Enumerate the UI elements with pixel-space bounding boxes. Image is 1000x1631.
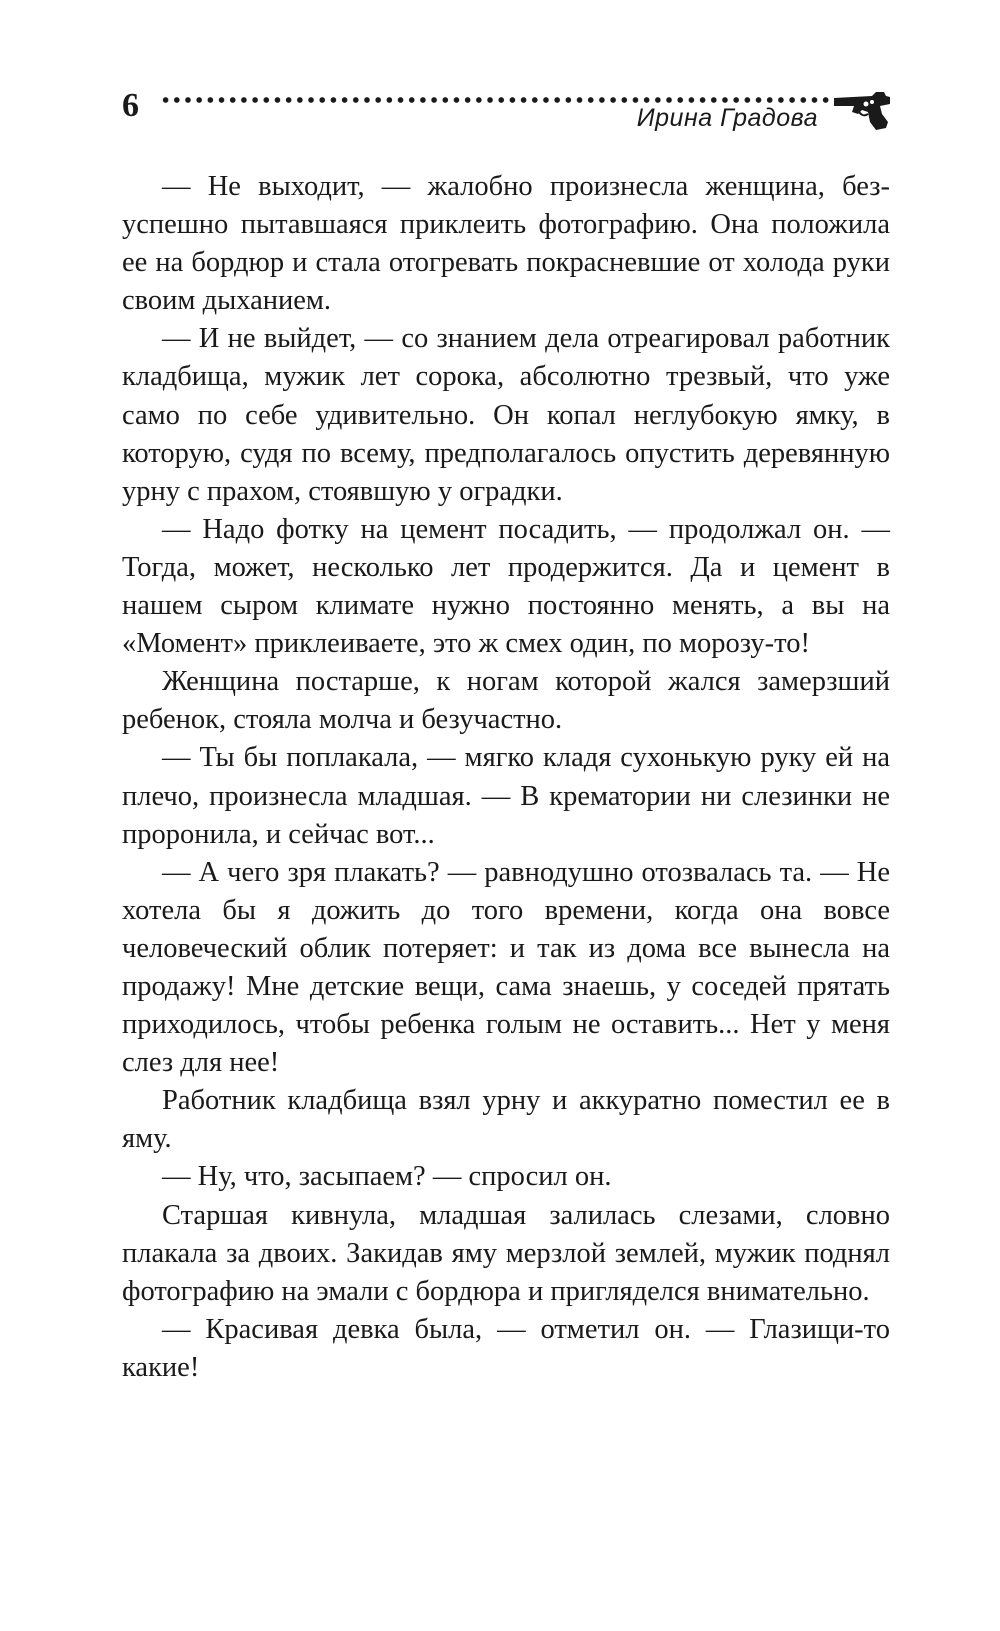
paragraph: — И не выйдет, — со знанием дела отреагировал работник кладбища, мужик лет сорока, абсолютно трезвый, что уже само по себе удивительно. Он копал неглубокую ямку, в которую, судя по всему, предполагалось опустить деревянную урну с прахом, стоявшую у оградки. (122, 323, 890, 507)
paragraph: — Красивая девка была, — отметил он. — Глазищи-то какие! (122, 1313, 890, 1383)
body-text (122, 168, 890, 1387)
paragraph: Женщина постарше, к ногам которой жался замерзший ребенок, стояла молча и безучастно. (122, 666, 890, 736)
revolver-icon (832, 88, 894, 132)
paragraph: — Ты бы поплакала, — мягко кладя сухонькую руку ей на плечо, произнесла младшая. — В крематории ни слезинки не проронила, и сейчас вот... (122, 742, 890, 850)
paragraph: — Надо фотку на цемент посадить, — продолжал он. — Тогда, может, несколько лет продержится. Да и цемент в нашем сыром климате нужно постоянно менять, а вы на «Момент» приклеиваете, это ж смех один, по морозу-то! (122, 513, 890, 660)
paragraph: — Ну, что, засыпаем? — спросил он. (162, 1161, 612, 1193)
paragraph: — Не выходит, — жалобно произнесла женщина, безуспешно пытавшаяся приклеить фотографию. Она положила ее на бордюр и стала отогревать покрасневшие от холода руки своим дыханием. (122, 171, 890, 317)
paragraph: Старшая кивнула, младшая залилась слезами, словно плакала за двоих. Закидав яму мерзлой землей, мужик поднял фотографию на эмали с бордюра и пригляделся внимательно. (122, 1199, 890, 1307)
paragraph: Работник кладбища взял урну и аккуратно поместил ее в яму. (122, 1085, 890, 1155)
paragraph: — А чего зря плакать? — равнодушно отозвалась та. — Не хотела бы я дожить до того времени, когда она вовсе человеческий облик потеряет: и так из дома все вынесла на продажу! Мне детские вещи, сама знаешь, у соседей прятать приходилось, чтобы ребенка голым не оставить... Нет у меня слез для нее! (122, 856, 890, 1079)
running-header-author: Ирина Градова (636, 104, 818, 132)
page-number: 6 (122, 87, 139, 124)
